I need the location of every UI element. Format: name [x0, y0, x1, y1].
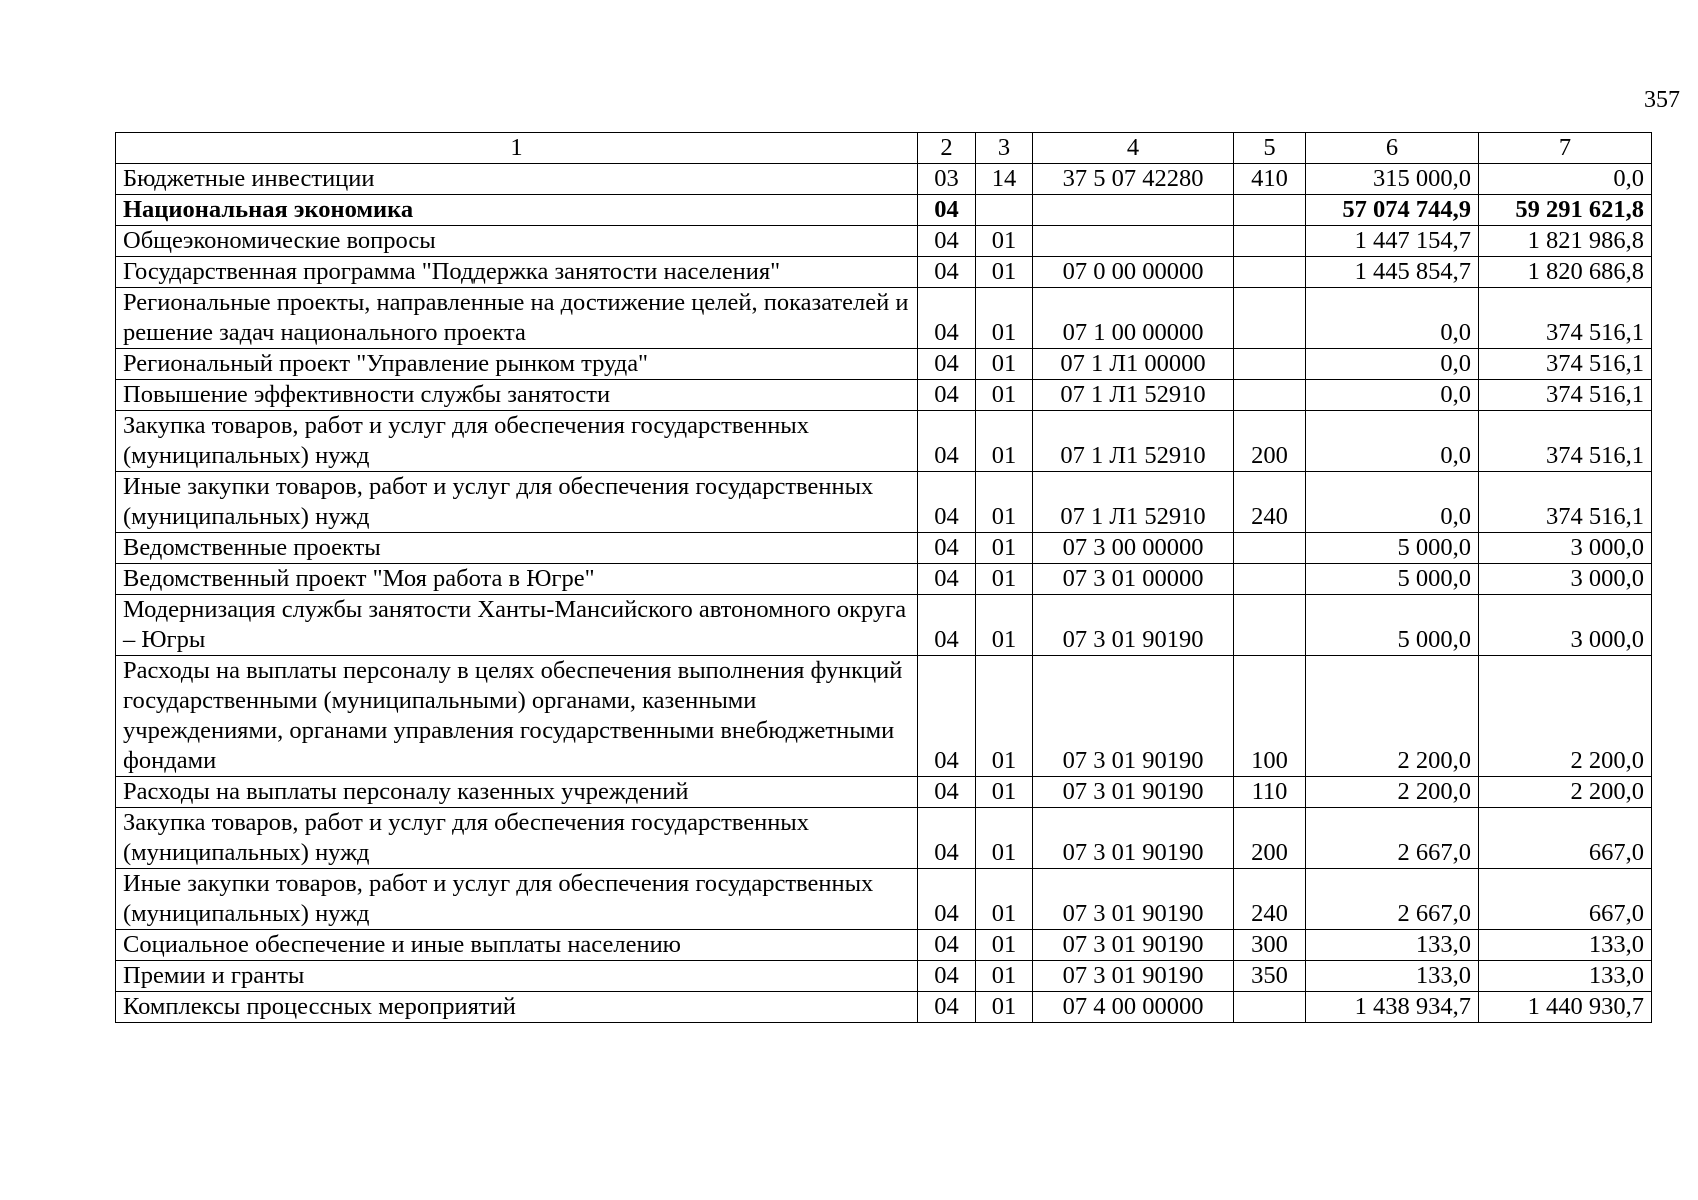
- section-code-cell: 04: [918, 564, 976, 595]
- subsection-code-cell: 01: [976, 808, 1033, 869]
- subsection-code-cell: 01: [976, 595, 1033, 656]
- expense-type-cell: [1234, 257, 1306, 288]
- target-article-cell: 07 3 01 90190: [1033, 777, 1234, 808]
- target-article-cell: 07 3 01 90190: [1033, 961, 1234, 992]
- amount-col7-cell: 3 000,0: [1479, 564, 1652, 595]
- section-code-cell: 04: [918, 195, 976, 226]
- subsection-code-cell: 01: [976, 349, 1033, 380]
- target-article-cell: 07 3 01 90190: [1033, 656, 1234, 777]
- expense-type-cell: 110: [1234, 777, 1306, 808]
- table-row: [116, 533, 1652, 564]
- expense-name-cell: Иные закупки товаров, работ и услуг для обеспечения государственных (муниципальных) нужд: [116, 472, 918, 533]
- amount-col6-cell: 2 667,0: [1306, 808, 1479, 869]
- amount-col7-cell: 374 516,1: [1479, 349, 1652, 380]
- amount-col7-cell: 374 516,1: [1479, 472, 1652, 533]
- table-row: [116, 869, 1652, 930]
- expense-name-cell: Бюджетные инвестиции: [116, 164, 918, 195]
- expense-type-cell: 200: [1234, 411, 1306, 472]
- target-article-cell: 07 4 00 00000: [1033, 992, 1234, 1023]
- table-row: [116, 656, 1652, 777]
- section-code-cell: 04: [918, 380, 976, 411]
- section-code-cell: 04: [918, 808, 976, 869]
- amount-col7-cell: 1 821 986,8: [1479, 226, 1652, 257]
- expense-name-cell: Иные закупки товаров, работ и услуг для обеспечения государственных (муниципальных) нужд: [116, 869, 918, 930]
- subsection-code-cell: 01: [976, 656, 1033, 777]
- header-cell: 3: [976, 133, 1033, 164]
- table-row: [116, 380, 1652, 411]
- section-code-cell: 04: [918, 472, 976, 533]
- amount-col7-cell: 374 516,1: [1479, 411, 1652, 472]
- amount-col7-cell: 667,0: [1479, 808, 1652, 869]
- expense-type-cell: [1234, 533, 1306, 564]
- amount-col6-cell: 315 000,0: [1306, 164, 1479, 195]
- subsection-code-cell: 01: [976, 930, 1033, 961]
- expense-name-cell: Расходы на выплаты персоналу казенных учреждений: [116, 777, 918, 808]
- amount-col7-cell: 133,0: [1479, 961, 1652, 992]
- amount-col7-cell: 133,0: [1479, 930, 1652, 961]
- expense-type-cell: [1234, 226, 1306, 257]
- amount-col6-cell: 2 200,0: [1306, 656, 1479, 777]
- amount-col6-cell: 0,0: [1306, 380, 1479, 411]
- header-cell: 6: [1306, 133, 1479, 164]
- table-row: [116, 930, 1652, 961]
- expense-name-cell: Ведомственный проект "Моя работа в Югре": [116, 564, 918, 595]
- header-cell: 4: [1033, 133, 1234, 164]
- target-article-cell: 07 1 00 00000: [1033, 288, 1234, 349]
- target-article-cell: 07 3 01 90190: [1033, 930, 1234, 961]
- header-cell: 5: [1234, 133, 1306, 164]
- target-article-cell: 07 3 01 90190: [1033, 595, 1234, 656]
- target-article-cell: [1033, 226, 1234, 257]
- subsection-code-cell: 01: [976, 777, 1033, 808]
- amount-col6-cell: 133,0: [1306, 961, 1479, 992]
- expense-name-cell: Комплексы процессных мероприятий: [116, 992, 918, 1023]
- table-row: [116, 226, 1652, 257]
- budget-table: [115, 132, 1652, 1023]
- amount-col7-cell: 2 200,0: [1479, 777, 1652, 808]
- expense-type-cell: [1234, 195, 1306, 226]
- amount-col6-cell: 2 667,0: [1306, 869, 1479, 930]
- table-row: [116, 472, 1652, 533]
- target-article-cell: 07 0 00 00000: [1033, 257, 1234, 288]
- amount-col6-cell: 5 000,0: [1306, 564, 1479, 595]
- table-header-row: [116, 133, 1652, 164]
- amount-col7-cell: 3 000,0: [1479, 595, 1652, 656]
- subsection-code-cell: 14: [976, 164, 1033, 195]
- amount-col7-cell: 0,0: [1479, 164, 1652, 195]
- subsection-code-cell: 01: [976, 411, 1033, 472]
- table-row: [116, 349, 1652, 380]
- target-article-cell: 07 3 01 00000: [1033, 564, 1234, 595]
- amount-col7-cell: 1 440 930,7: [1479, 992, 1652, 1023]
- amount-col6-cell: 133,0: [1306, 930, 1479, 961]
- expense-name-cell: Государственная программа "Поддержка занятости населения": [116, 257, 918, 288]
- expense-type-cell: [1234, 564, 1306, 595]
- amount-col7-cell: 667,0: [1479, 869, 1652, 930]
- amount-col7-cell: 1 820 686,8: [1479, 257, 1652, 288]
- table-row: [116, 595, 1652, 656]
- amount-col6-cell: 0,0: [1306, 472, 1479, 533]
- amount-col6-cell: 57 074 744,9: [1306, 195, 1479, 226]
- expense-type-cell: 100: [1234, 656, 1306, 777]
- expense-name-cell: Общеэкономические вопросы: [116, 226, 918, 257]
- target-article-cell: [1033, 195, 1234, 226]
- table-row: [116, 164, 1652, 195]
- header-cell: 7: [1479, 133, 1652, 164]
- table-row: [116, 411, 1652, 472]
- amount-col6-cell: 1 445 854,7: [1306, 257, 1479, 288]
- section-code-cell: 04: [918, 533, 976, 564]
- section-code-cell: 04: [918, 288, 976, 349]
- expense-name-cell: Закупка товаров, работ и услуг для обеспечения государственных (муниципальных) нужд: [116, 808, 918, 869]
- section-code-cell: 04: [918, 777, 976, 808]
- section-code-cell: 04: [918, 349, 976, 380]
- target-article-cell: 07 1 Л1 52910: [1033, 380, 1234, 411]
- expense-type-cell: 240: [1234, 869, 1306, 930]
- table-row: [116, 288, 1652, 349]
- amount-col6-cell: 0,0: [1306, 349, 1479, 380]
- expense-type-cell: [1234, 992, 1306, 1023]
- subsection-code-cell: 01: [976, 961, 1033, 992]
- subsection-code-cell: 01: [976, 472, 1033, 533]
- section-code-cell: 03: [918, 164, 976, 195]
- amount-col7-cell: 374 516,1: [1479, 380, 1652, 411]
- section-code-cell: 04: [918, 656, 976, 777]
- subsection-code-cell: 01: [976, 380, 1033, 411]
- expense-type-cell: 350: [1234, 961, 1306, 992]
- expense-name-cell: Модернизация службы занятости Ханты-Мансийского автономного округа – Югры: [116, 595, 918, 656]
- subsection-code-cell: 01: [976, 226, 1033, 257]
- target-article-cell: 07 3 01 90190: [1033, 808, 1234, 869]
- subsection-code-cell: [976, 195, 1033, 226]
- table-row: [116, 257, 1652, 288]
- section-code-cell: 04: [918, 257, 976, 288]
- amount-col6-cell: 0,0: [1306, 411, 1479, 472]
- amount-col6-cell: 5 000,0: [1306, 595, 1479, 656]
- subsection-code-cell: 01: [976, 533, 1033, 564]
- amount-col6-cell: 0,0: [1306, 288, 1479, 349]
- table-row: [116, 808, 1652, 869]
- subsection-code-cell: 01: [976, 257, 1033, 288]
- expense-type-cell: [1234, 595, 1306, 656]
- amount-col6-cell: 1 447 154,7: [1306, 226, 1479, 257]
- expense-type-cell: 300: [1234, 930, 1306, 961]
- amount-col6-cell: 5 000,0: [1306, 533, 1479, 564]
- amount-col7-cell: 3 000,0: [1479, 533, 1652, 564]
- expense-name-cell: Региональные проекты, направленные на достижение целей, показателей и решение задач национального проекта: [116, 288, 918, 349]
- table-row: [116, 777, 1652, 808]
- subsection-code-cell: 01: [976, 992, 1033, 1023]
- section-code-cell: 04: [918, 930, 976, 961]
- amount-col6-cell: 2 200,0: [1306, 777, 1479, 808]
- target-article-cell: 07 1 Л1 00000: [1033, 349, 1234, 380]
- expense-name-cell: Региональный проект "Управление рынком труда": [116, 349, 918, 380]
- table-row: [116, 195, 1652, 226]
- amount-col7-cell: 59 291 621,8: [1479, 195, 1652, 226]
- expense-type-cell: [1234, 380, 1306, 411]
- section-code-cell: 04: [918, 961, 976, 992]
- expense-name-cell: Премии и гранты: [116, 961, 918, 992]
- section-code-cell: 04: [918, 595, 976, 656]
- target-article-cell: 07 1 Л1 52910: [1033, 472, 1234, 533]
- expense-type-cell: [1234, 349, 1306, 380]
- subsection-code-cell: 01: [976, 869, 1033, 930]
- table-row: [116, 992, 1652, 1023]
- table-row: [116, 961, 1652, 992]
- expense-type-cell: 240: [1234, 472, 1306, 533]
- section-code-cell: 04: [918, 411, 976, 472]
- expense-name-cell: Национальная экономика: [116, 195, 918, 226]
- expense-name-cell: Закупка товаров, работ и услуг для обеспечения государственных (муниципальных) нужд: [116, 411, 918, 472]
- subsection-code-cell: 01: [976, 564, 1033, 595]
- page-number: 357: [1644, 87, 1680, 113]
- target-article-cell: 07 3 01 90190: [1033, 869, 1234, 930]
- amount-col7-cell: 374 516,1: [1479, 288, 1652, 349]
- subsection-code-cell: 01: [976, 288, 1033, 349]
- section-code-cell: 04: [918, 992, 976, 1023]
- target-article-cell: 07 3 00 00000: [1033, 533, 1234, 564]
- section-code-cell: 04: [918, 869, 976, 930]
- expense-name-cell: Расходы на выплаты персоналу в целях обеспечения выполнения функций государственными (муниципальными) органами, казенными учреждениями, органами управления государственными внебюджетными фондами: [116, 656, 918, 777]
- header-cell: 2: [918, 133, 976, 164]
- expense-type-cell: 410: [1234, 164, 1306, 195]
- target-article-cell: 07 1 Л1 52910: [1033, 411, 1234, 472]
- expense-name-cell: Ведомственные проекты: [116, 533, 918, 564]
- target-article-cell: 37 5 07 42280: [1033, 164, 1234, 195]
- expense-type-cell: 200: [1234, 808, 1306, 869]
- amount-col6-cell: 1 438 934,7: [1306, 992, 1479, 1023]
- header-cell: 1: [116, 133, 918, 164]
- expense-name-cell: Социальное обеспечение и иные выплаты населению: [116, 930, 918, 961]
- section-code-cell: 04: [918, 226, 976, 257]
- expense-type-cell: [1234, 288, 1306, 349]
- expense-name-cell: Повышение эффективности службы занятости: [116, 380, 918, 411]
- table-row: [116, 564, 1652, 595]
- amount-col7-cell: 2 200,0: [1479, 656, 1652, 777]
